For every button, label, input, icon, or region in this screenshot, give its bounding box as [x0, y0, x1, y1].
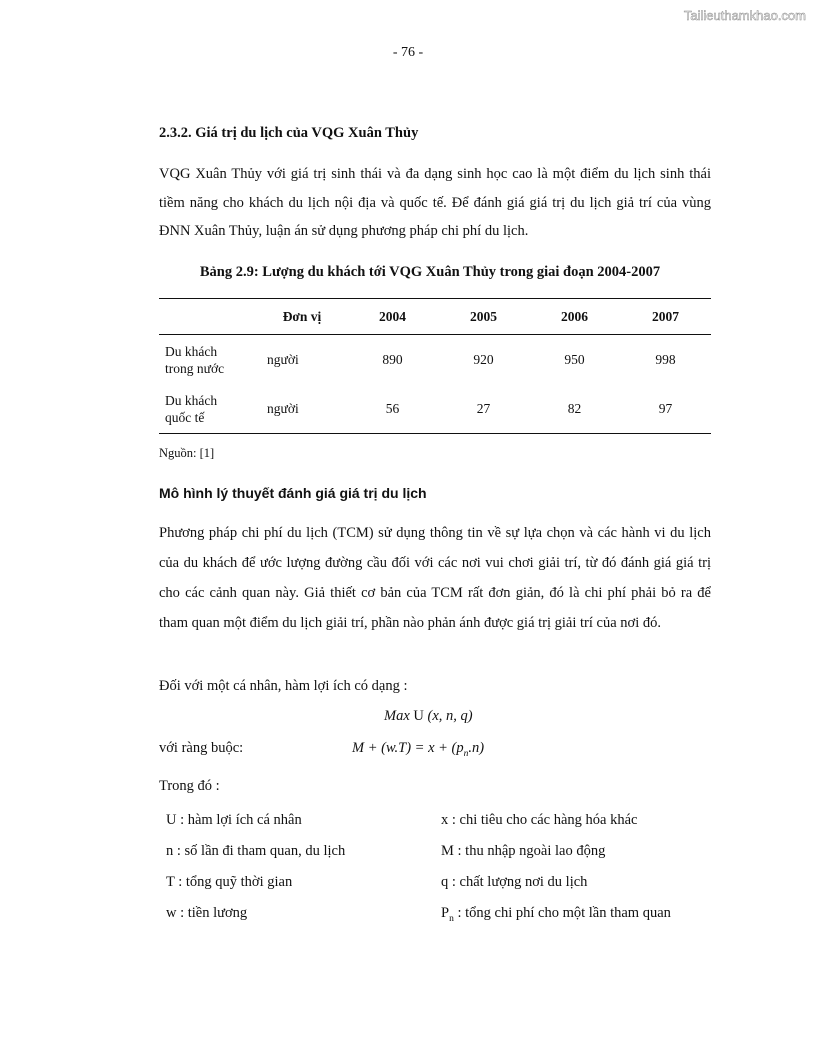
header-cell-unit: Đơn vị: [257, 299, 347, 335]
variable-q: q : chất lượng nơi du lịch: [441, 874, 588, 890]
variable-t: T : tổng quỹ thời gian: [166, 874, 293, 890]
watermark: Tailieuthamkhao.com: [683, 8, 806, 23]
table-row: [159, 335, 711, 385]
value-cell: 27: [476, 400, 491, 416]
row-label-line: trong nước: [165, 360, 225, 376]
table-source-note: Nguồn: [1]: [159, 446, 215, 460]
intro-paragraph: VQG Xuân Thủy với giá trị sinh thái và đa dạng sinh học cao là một điểm du lịch sinh thái tiềm năng cho khách du lịch nội địa và quốc tế. Để đánh giá giá trị du lịch giả trí của vùng ĐNN Xuân Thủy, luận án sử dụng phương pháp chi phí du lịch.: [159, 166, 711, 239]
formula-args: (x, n, q): [427, 708, 473, 724]
formula-lhs: M + (w.T) = x + (p: [352, 740, 464, 756]
header-cell-2005: 2005: [438, 299, 529, 335]
variable-w: w : tiền lương: [166, 905, 248, 921]
pn-symbol: P: [441, 905, 450, 921]
header-cell: [159, 299, 257, 335]
table-header-row: [159, 299, 711, 335]
row-label-line: Du khách: [165, 392, 218, 408]
unit-cell: người: [267, 400, 299, 416]
table-row: [159, 384, 711, 434]
model-heading: Mô hình lý thuyết đánh giá giá trị du lịch: [159, 485, 427, 501]
variable-x: x : chi tiêu cho các hàng hóa khác: [441, 812, 638, 828]
variable-m: M : thu nhập ngoài lao động: [441, 843, 606, 859]
constraint-formula: [352, 740, 484, 759]
row-label-line: Du khách: [165, 343, 218, 359]
constraint-label: với ràng buộc:: [159, 740, 244, 756]
value-cell: 920: [473, 351, 494, 367]
utility-intro: Đối với một cá nhân, hàm lợi ích có dạng :: [159, 678, 408, 694]
row-label-domestic: [159, 335, 257, 385]
visitor-table: [159, 298, 711, 434]
pn-text: : tổng chi phí cho một lần tham quan: [453, 905, 671, 921]
variable-u: U : hàm lợi ích cá nhân: [166, 812, 302, 828]
value-cell: 56: [385, 400, 400, 416]
formula-rhs: .n): [468, 740, 485, 756]
value-cell: 97: [658, 400, 673, 416]
where-label: Trong đó :: [159, 778, 220, 794]
tcm-paragraph: Phương pháp chi phí du lịch (TCM) sử dụng thông tin về sự lựa chọn và các hành vi du lịch của du khách để ước lượng đường cầu đối với các nơi vui chơi giải trí, từ đó đánh giá giá trị cho các cảnh quan này. Giả thiết cơ bản của TCM rất đơn giản, đó là chi phí phải bỏ ra để tham quan một điểm du lịch giải trí, phần nào phản ánh được giá trị giải trí của nơi đó.: [159, 525, 711, 631]
header-cell-2006: 2006: [529, 299, 620, 335]
formula-u: U: [409, 708, 428, 724]
unit-cell: người: [267, 351, 299, 367]
value-cell: 82: [567, 400, 582, 416]
formula-sub: n: [463, 748, 469, 759]
value-cell: 950: [564, 351, 585, 367]
section-heading: 2.3.2. Giá trị du lịch của VQG Xuân Thủy: [159, 125, 419, 141]
formula-max: Max: [384, 708, 410, 724]
header-cell-2004: 2004: [347, 299, 438, 335]
row-label-international: [159, 384, 257, 434]
table-caption: Bảng 2.9: Lượng du khách tới VQG Xuân Thủy trong giai đoạn 2004-2007: [199, 264, 661, 280]
utility-formula: [384, 708, 473, 725]
page-number: - 76 -: [392, 45, 424, 60]
value-cell: 998: [655, 351, 676, 367]
header-cell-2007: 2007: [620, 299, 711, 335]
pn-sub: n: [449, 913, 454, 924]
variable-pn: [441, 905, 671, 924]
variable-n: n : số lần đi tham quan, du lịch: [166, 843, 346, 859]
value-cell: 890: [382, 351, 403, 367]
row-label-line: quốc tế: [165, 409, 205, 425]
